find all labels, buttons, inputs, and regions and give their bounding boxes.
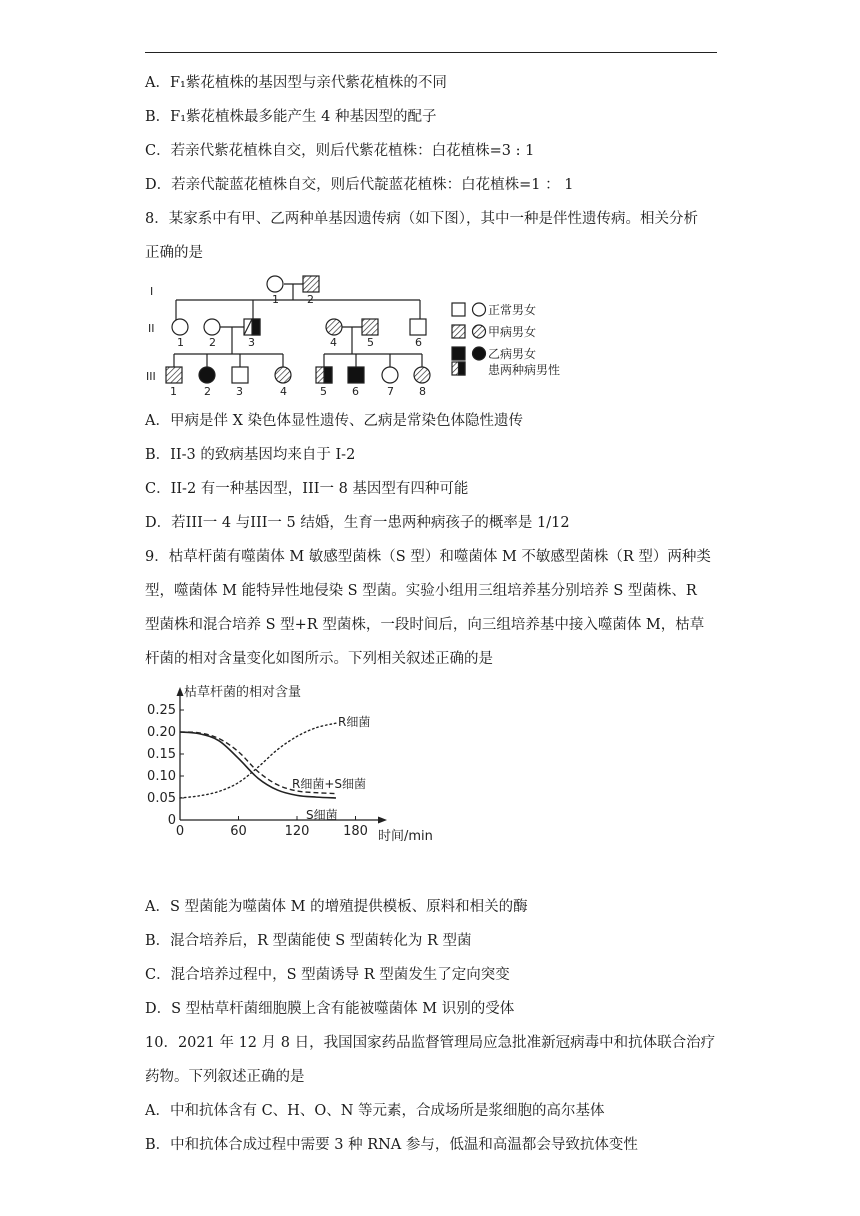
ii-1-label: 1 (177, 336, 184, 349)
q9-stem-line1: 9．枯草杆菌有噬菌体 M 敏感型菌株（S 型）和噬菌体 M 不敏感型菌株（R 型）两种类 (145, 549, 711, 565)
x-axis-arrow (378, 817, 387, 824)
y-tick-label: 0.10 (147, 769, 176, 784)
iii-2-label: 2 (204, 385, 211, 398)
gen-label-i: I (150, 285, 154, 298)
ii-5-label: 5 (367, 336, 374, 349)
q7-option-c: C．若亲代紫花植株自交，则后代紫花植株：白花植株=3 : 1 (145, 143, 535, 159)
q10-stem-line1: 10．2021 年 12 月 8 日，我国国家药品监督管理局应急批准新冠病毒中和抗体联合治疗 (145, 1035, 716, 1051)
x-tick-label: 120 (284, 824, 310, 839)
legend-yi: 乙病男女 (488, 347, 537, 361)
ii-2-label: 2 (209, 336, 216, 349)
chart-xlabel: 时间/min (378, 829, 433, 844)
iii-4-label: 4 (280, 385, 287, 398)
legend-jia: 甲病男女 (488, 325, 537, 339)
q8-option-b: B．II-3 的致病基因均来自于 I-2 (145, 447, 356, 463)
q10-option-b: B．中和抗体合成过程中需要 3 种 RNA 参与，低温和高温都会导致抗体变性 (145, 1137, 638, 1153)
gen-label-ii: II (148, 322, 155, 335)
y-tick-label: 0.05 (147, 791, 176, 806)
gen-label-iii: III (146, 370, 156, 383)
q7-option-b: B．F₁紫花植株最多能产生 4 种基因型的配子 (145, 109, 437, 125)
x-tick-label: 0 (175, 824, 185, 839)
iii-6-label: 6 (352, 385, 359, 398)
bacteria-content-chart (140, 680, 450, 850)
y-tick-label: 0.25 (147, 703, 176, 718)
header-rule (145, 52, 717, 53)
q10-stem-line2: 药物。下列叙述正确的是 (145, 1069, 305, 1085)
q7-option-a: A．F₁紫花植株的基因型与亲代紫花植株的不同 (145, 75, 447, 91)
q8-option-d: D．若III一 4 与III一 5 结婚，生育一患两种病孩子的概率是 1/12 (145, 515, 570, 531)
x-tick-label: 60 (230, 824, 247, 839)
q9-option-d: D．S 型枯草杆菌细胞膜上含有能被噬菌体 M 识别的受体 (145, 1001, 515, 1017)
i-2-label: 2 (307, 293, 314, 306)
legend-both: 患两种病男性 (488, 363, 561, 377)
q9-stem-line2: 型，噬菌体 M 能特异性地侵染 S 型菌。实验小组用三组培养基分别培养 S 型菌株、R (145, 583, 697, 599)
q9-option-c: C．混合培养过程中，S 型菌诱导 R 型菌发生了定向突变 (145, 967, 510, 983)
ii-4-label: 4 (330, 336, 337, 349)
ii-6-label: 6 (415, 336, 422, 349)
q8-option-a: A．甲病是伴 X 染色体显性遗传、乙病是常染色体隐性遗传 (145, 413, 524, 429)
iii-7-label: 7 (387, 385, 394, 398)
q8-stem-line1: 8．某家系中有甲、乙两种单基因遗传病（如下图），其中一种是伴性遗传病。相关分析 (145, 211, 698, 227)
y-tick-label: 0.20 (147, 725, 176, 740)
i-1-label: 1 (272, 293, 279, 306)
q8-stem-line2: 正确的是 (145, 245, 203, 261)
pedigree-diagram (140, 266, 580, 406)
y-tick-label: 0.15 (147, 747, 176, 762)
q9-option-a: A．S 型菌能为噬菌体 M 的增殖提供模板、原料和相关的酶 (145, 899, 528, 915)
iii-3-label: 3 (236, 385, 243, 398)
x-tick-label: 180 (343, 824, 368, 839)
legend-normal: 正常男女 (488, 303, 537, 317)
q8-option-c: C．II-2 有一种基因型，III一 8 基因型有四种可能 (145, 481, 469, 497)
q9-stem-line4: 杆菌的相对含量变化如图所示。下列相关叙述正确的是 (145, 651, 493, 667)
q9-option-b: B．混合培养后，R 型菌能使 S 型菌转化为 R 型菌 (145, 933, 472, 949)
series-label-r: R细菌 (338, 715, 371, 729)
q9-stem-line3: 型菌株和混合培养 S 型+R 型菌株，一段时间后，向三组培养基中接入噬菌体 M，枯草 (145, 617, 705, 633)
series-label-rs: R细菌+S细菌 (292, 777, 367, 791)
q7-option-d: D．若亲代靛蓝花植株自交，则后代靛蓝花植株：白花植株=1 ： 1 (145, 177, 574, 193)
iii-1-label: 1 (170, 385, 177, 398)
chart-ylabel: 枯草杆菌的相对含量 (184, 685, 302, 700)
iii-8-label: 8 (419, 385, 426, 398)
y-axis-arrow (177, 687, 184, 696)
ii-3-label: 3 (248, 336, 255, 349)
q10-option-a: A．中和抗体含有 C、H、O、N 等元素，合成场所是浆细胞的高尔基体 (145, 1103, 605, 1119)
y-tick-label: 0 (167, 813, 176, 828)
series-label-s: S细菌 (306, 808, 338, 822)
iii-5-label: 5 (320, 385, 327, 398)
